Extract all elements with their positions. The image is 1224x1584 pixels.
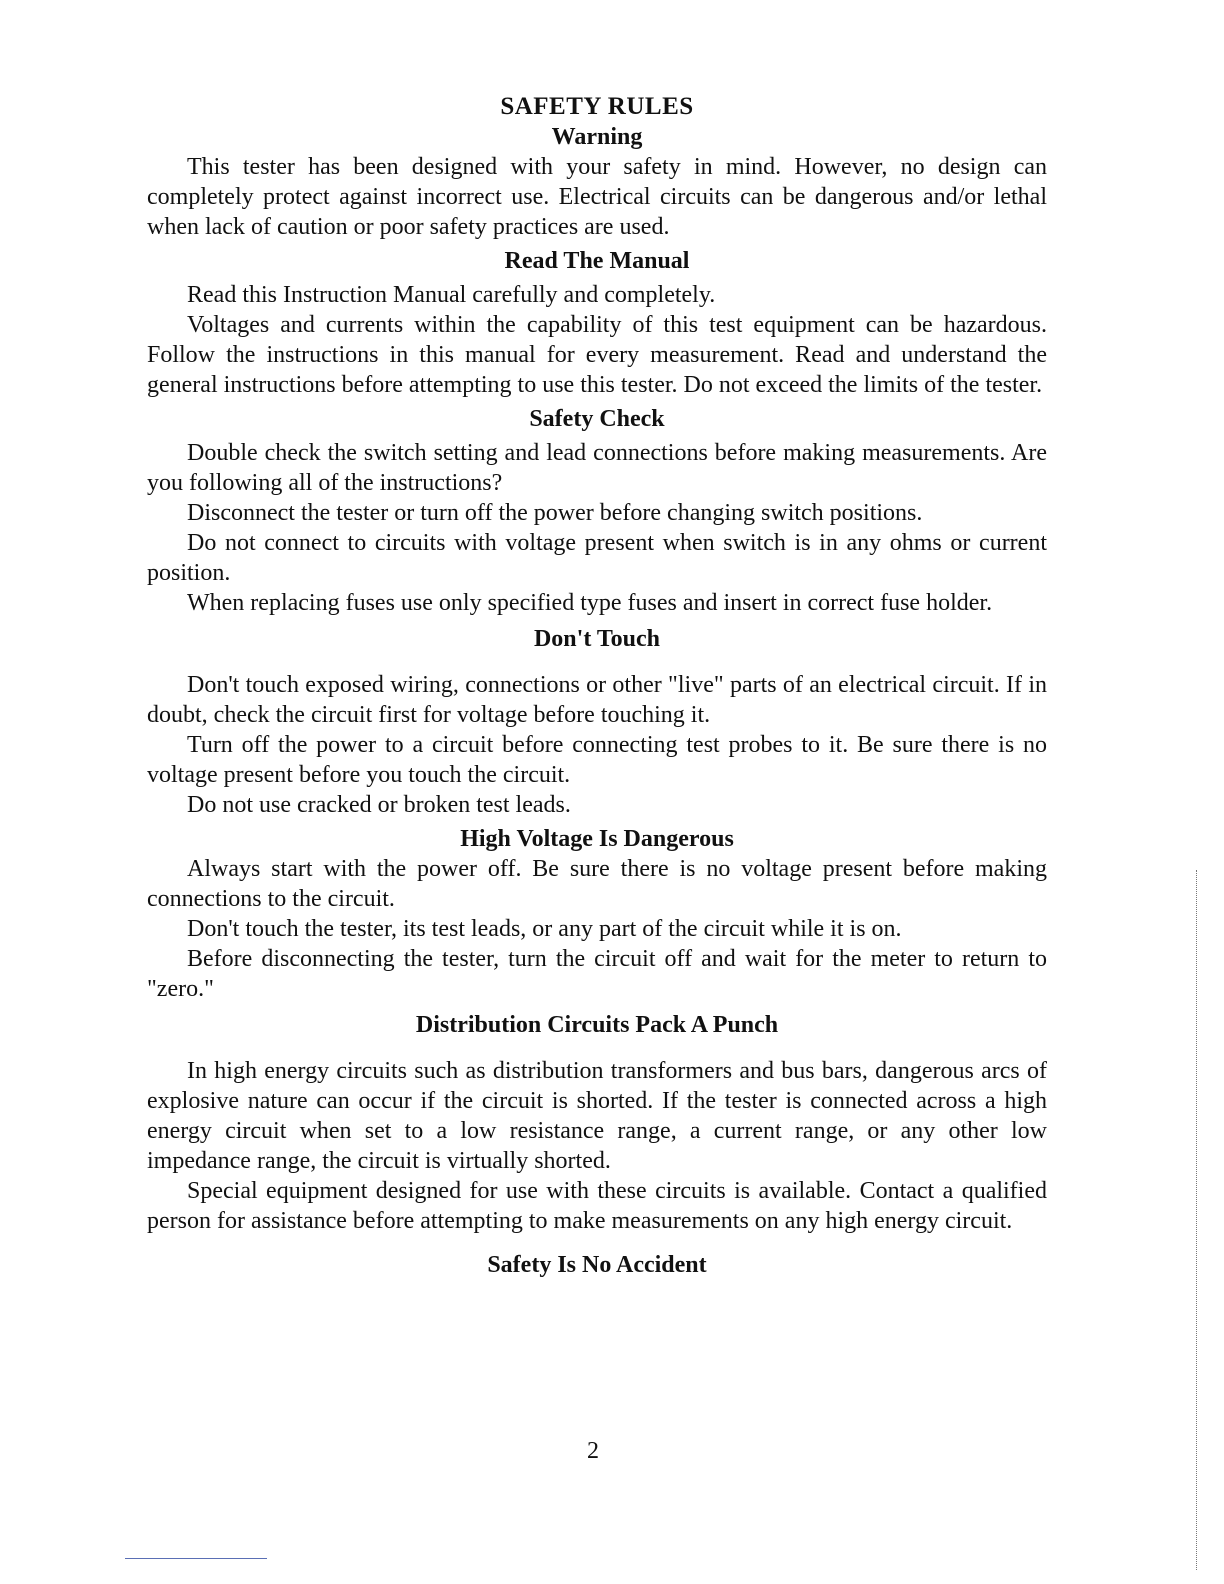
heading-safety-check: Safety Check [529, 406, 665, 432]
paragraph: Special equipment designed for use with these circuits is available. Contact a qualified person for assistance before attempting to make measurements on any high energy circuit. [147, 1178, 1047, 1234]
scan-edge-line [1196, 870, 1197, 1570]
paragraph: Always start with the power off. Be sure there is no voltage present before making connections to the circuit. [147, 856, 1047, 912]
paragraph: Before disconnecting the tester, turn the circuit off and wait for the meter to return to "zero." [147, 946, 1047, 1002]
heading-dont-touch: Don't Touch [533, 626, 661, 652]
footnote-rule [125, 1558, 267, 1559]
paragraph: Don't touch exposed wiring, connections or other "live" parts of an electrical circuit. If in doubt, check the circuit first for voltage before touching it. [147, 672, 1047, 728]
heading-distribution-circuits: Distribution Circuits Pack A Punch [415, 1012, 779, 1038]
heading-read-the-manual: Read The Manual [504, 248, 690, 274]
page-number: 2 [587, 1438, 599, 1464]
paragraph: This tester has been designed with your safety in mind. However, no design can completely protect against incorrect use. Electrical circuits can be dangerous and/or lethal when lack of caution or poor safety practices are used. [147, 154, 1047, 240]
paragraph: Don't touch the tester, its test leads, or any part of the circuit while it is on. [187, 916, 902, 942]
paragraph: In high energy circuits such as distribution transformers and bus bars, dangerous arcs of explosive nature can occur if the circuit is shorted. If the tester is connected across a high energy circuit when set to a low resistance range, a current range, or any other low impedance range, the circuit is virtually shorted. [147, 1058, 1047, 1174]
paragraph: Double check the switch setting and lead connections before making measurements. Are you following all of the instructions? [147, 440, 1047, 496]
paragraph: Do not use cracked or broken test leads. [187, 792, 571, 818]
heading-safety-is-no-accident: Safety Is No Accident [487, 1252, 707, 1278]
paragraph: Do not connect to circuits with voltage present when switch is in any ohms or current position. [147, 530, 1047, 586]
heading-high-voltage: High Voltage Is Dangerous [460, 826, 734, 852]
manual-page [147, 92, 1047, 1280]
paragraph: When replacing fuses use only specified type fuses and insert in correct fuse holder. [187, 590, 993, 616]
paragraph: Turn off the power to a circuit before connecting test probes to it. Be sure there is no voltage present before you touch the circuit. [147, 732, 1047, 788]
heading-warning: Warning [551, 124, 643, 150]
paragraph: Read this Instruction Manual carefully and completely. [187, 282, 716, 308]
paragraph: Disconnect the tester or turn off the power before changing switch positions. [187, 500, 923, 526]
page-title: SAFETY RULES [500, 93, 694, 120]
paragraph: Voltages and currents within the capability of this test equipment can be hazardous. Follow the instructions in this manual for every measurement. Read and understand the general instructions before attempting to use this tester. Do not exceed the limits of the tester. [147, 312, 1047, 398]
